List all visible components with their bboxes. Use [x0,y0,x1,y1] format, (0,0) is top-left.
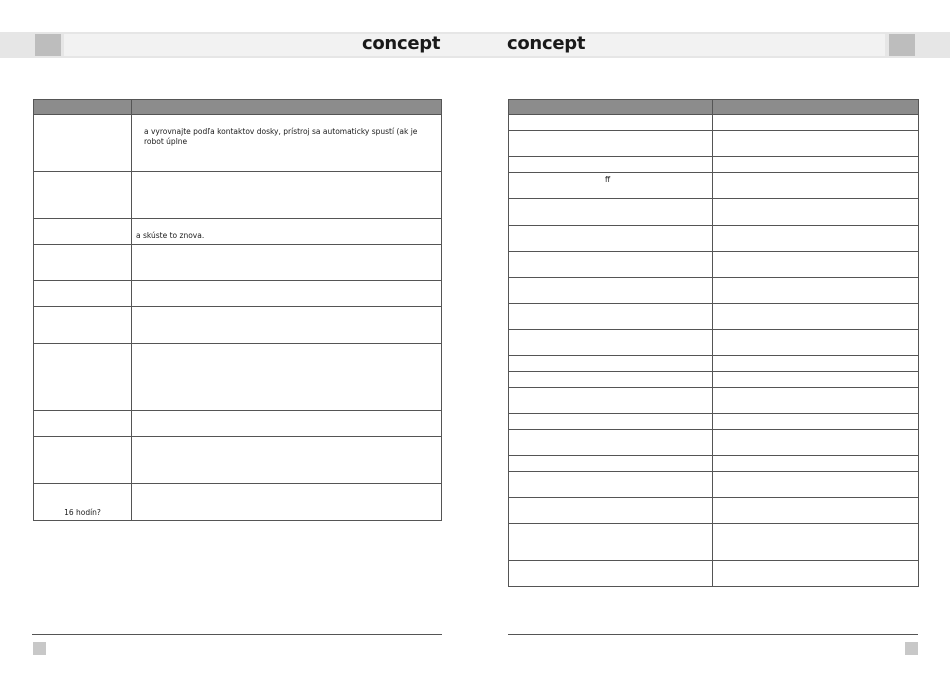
table-cell [34,307,132,344]
table-row [34,219,442,245]
table-cell: 16 hodín? [34,484,132,521]
table-cell [34,245,132,281]
table-cell [713,226,919,252]
table-cell [509,524,713,561]
footer-divider-right [508,634,918,635]
table-cell [509,356,713,372]
table-cell: a skúste to znova. [132,219,442,245]
troubleshooting-table-left [33,99,442,521]
table-cell [132,344,442,411]
table-cell: ff [509,173,713,199]
header-cell-problem [509,100,713,115]
table-cell [34,281,132,307]
table-header-row [34,100,442,115]
table-row [509,252,919,278]
table-row [509,356,919,372]
table-cell [509,472,713,498]
table-cell [713,278,919,304]
table-cell [713,157,919,173]
table-cell [713,414,919,430]
table-cell [509,330,713,356]
corner-marker-right [889,34,915,56]
table-row [34,411,442,437]
corner-marker-left [35,34,61,56]
table-row [34,245,442,281]
table-row [34,281,442,307]
table-row [34,307,442,344]
table-cell [713,524,919,561]
page-marker-right [905,642,918,655]
table-cell [34,344,132,411]
table-row [34,115,442,172]
table-cell [34,172,132,219]
table-cell [713,388,919,414]
table-cell [713,131,919,157]
table-row [509,226,919,252]
table-cell [713,561,919,587]
table-cell [132,245,442,281]
table-row [34,484,442,521]
table-row [509,372,919,388]
table-cell: a vyrovnajte podľa kontaktov dosky, prístroj sa automaticky spustí (ak je robot úplne [132,115,442,172]
table-row [509,131,919,157]
table-cell [713,456,919,472]
table-cell [132,281,442,307]
table-cell [509,561,713,587]
table-cell [509,131,713,157]
header-cell-solution [132,100,442,115]
table-cell [509,456,713,472]
table-row [509,388,919,414]
table-row [509,199,919,226]
table-cell [713,356,919,372]
table-cell [509,199,713,226]
table-row [34,172,442,219]
table-row [34,437,442,484]
table-row [509,472,919,498]
table-header-row [509,100,919,115]
table-row [34,344,442,411]
table-cell [509,304,713,330]
table-row [509,115,919,131]
table-cell [34,115,132,172]
table-row [509,414,919,430]
table-cell [34,219,132,245]
table-row [509,157,919,173]
table-cell [509,115,713,131]
table-cell [509,388,713,414]
table-cell [132,307,442,344]
table-cell [713,304,919,330]
page-marker-left [33,642,46,655]
table-cell [34,411,132,437]
header-cell-solution [713,100,919,115]
table-row [509,561,919,587]
table-row [509,278,919,304]
table-cell [713,173,919,199]
table-cell [509,498,713,524]
table-cell [509,252,713,278]
table-cell [713,330,919,356]
table-row [509,330,919,356]
table-cell [713,430,919,456]
table-cell [509,372,713,388]
troubleshooting-table-right [508,99,919,587]
table-cell [509,430,713,456]
table-cell [132,172,442,219]
header-cell-problem [34,100,132,115]
table-cell [132,411,442,437]
table-cell [713,498,919,524]
brand-logo-right: concept [507,33,586,54]
table-cell [713,252,919,278]
footer-divider-left [32,634,442,635]
table-cell [713,115,919,131]
table-row [509,456,919,472]
table-row [509,498,919,524]
table-row [509,173,919,199]
table-cell [509,157,713,173]
table-cell [509,226,713,252]
table-cell [34,437,132,484]
table-row [509,430,919,456]
table-cell [713,472,919,498]
table-row [509,524,919,561]
table-cell [132,484,442,521]
table-cell [509,278,713,304]
table-cell [509,414,713,430]
table-cell [132,437,442,484]
table-row [509,304,919,330]
table-cell [713,199,919,226]
brand-logo-left: concept [362,33,441,54]
table-cell [713,372,919,388]
